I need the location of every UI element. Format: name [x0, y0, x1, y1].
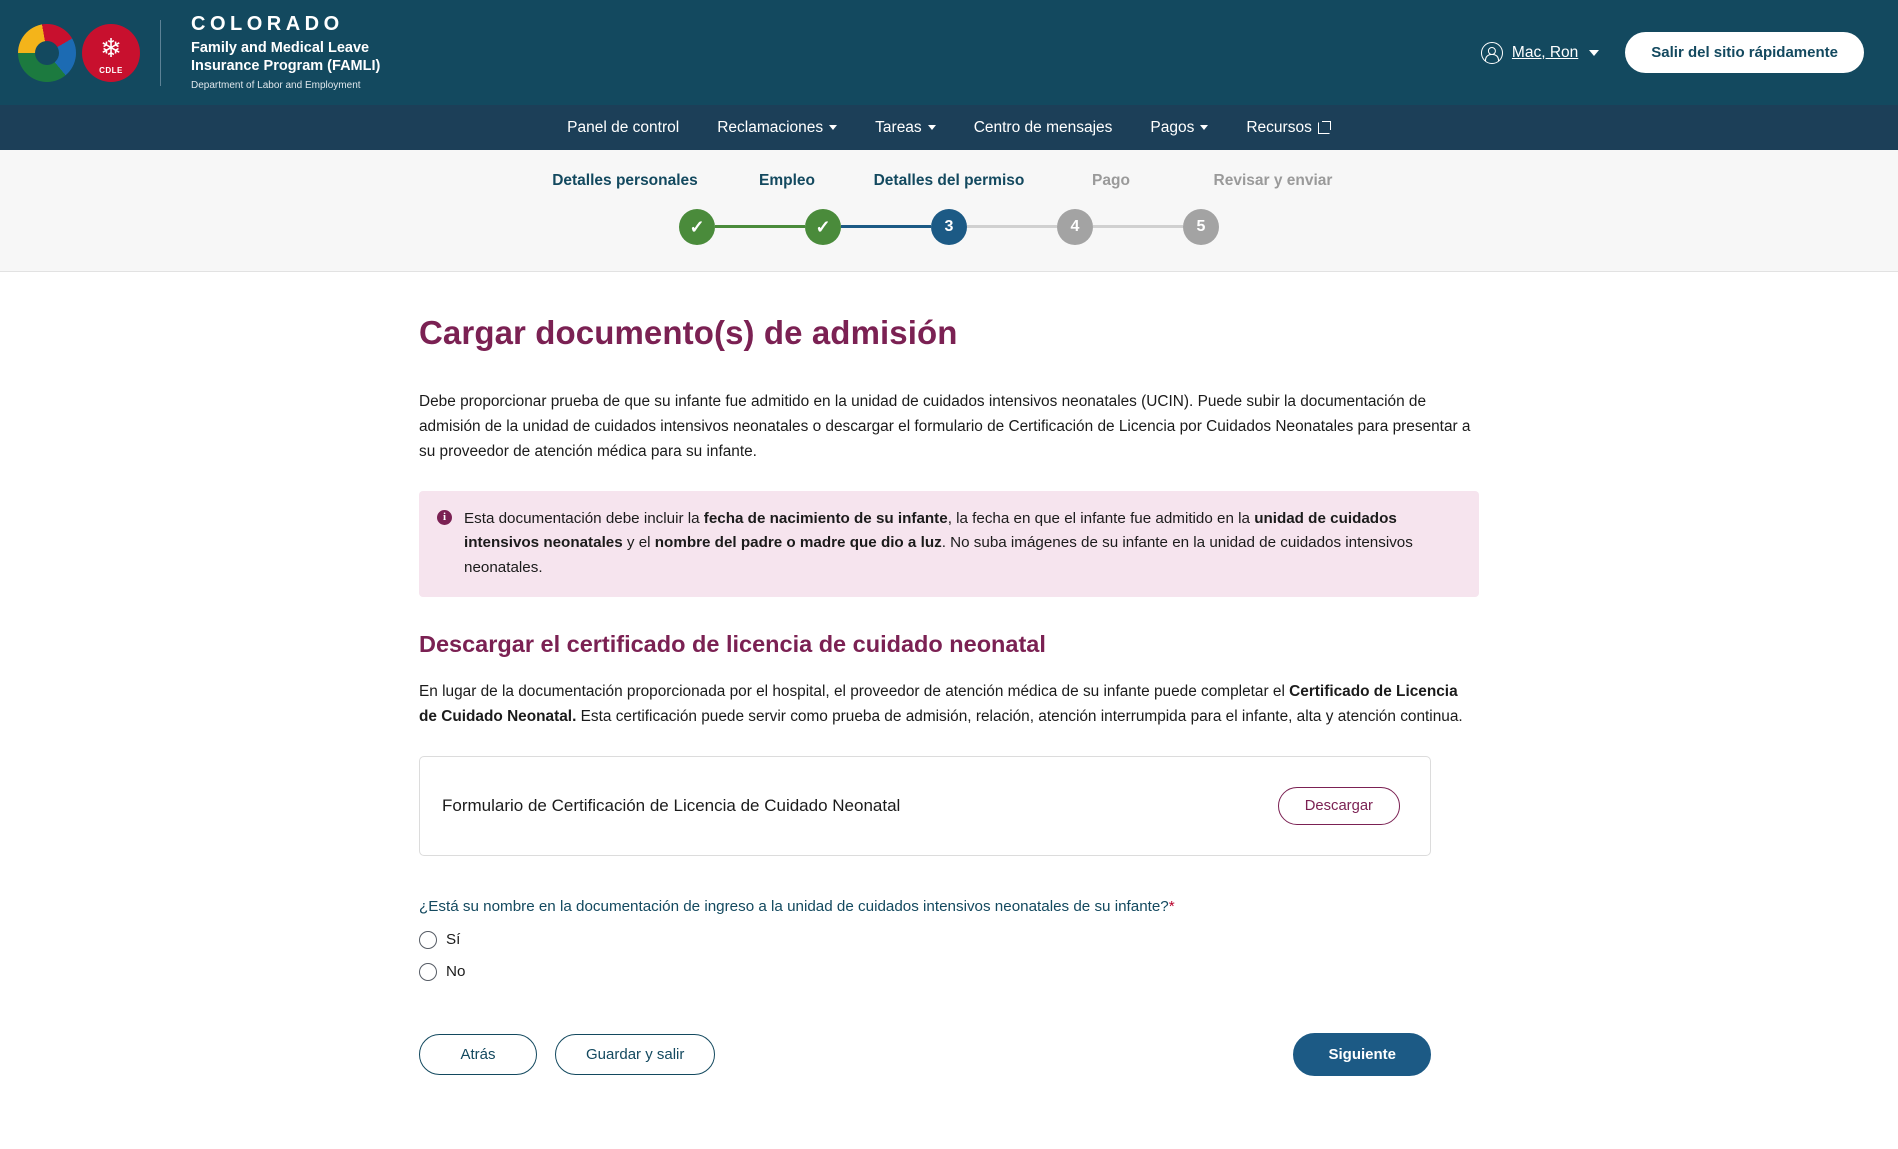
section-text-2: Esta certificación puede servir como prueba de admisión, relación, atención interrumpida para el infante, alta y atención continua. [576, 707, 1463, 725]
nav-item-tareas[interactable] [873, 115, 938, 141]
colorado-logo-icon [18, 24, 76, 82]
step-node-3[interactable] [931, 209, 967, 245]
alert-text [464, 507, 1459, 581]
progress-stepper [0, 150, 1898, 272]
next-button[interactable]: Siguiente [1293, 1033, 1431, 1076]
step-node-1[interactable] [679, 209, 715, 245]
section-text-1: En lugar de la documentación proporcionada por el hospital, el proveedor de atención médica de su infante puede completar el [419, 682, 1290, 700]
radio-button-no[interactable] [419, 963, 437, 981]
logo-program-line-2: Insurance Program (FAMLI) [191, 58, 381, 75]
chevron-down-icon [928, 125, 936, 130]
step-circle-3 [931, 209, 967, 245]
stepper-spacer-right [1219, 225, 1354, 228]
required-marker: * [1168, 897, 1175, 915]
nav-item-panel-de-control[interactable] [565, 115, 681, 141]
step-marker-4: 4 [1070, 217, 1080, 235]
stepper-segment-2-3 [841, 225, 931, 228]
stepper-labels [544, 172, 1354, 191]
chevron-down-icon [1200, 125, 1208, 130]
logo-state-name: COLORADO [191, 13, 344, 36]
stepper-segment-4-5 [1093, 225, 1183, 228]
radio-option-yes[interactable] [419, 931, 1479, 949]
logo-department: Department of Labor and Employment [191, 80, 361, 92]
radio-label-no[interactable]: No [446, 963, 466, 981]
step-marker-1: ✓ [689, 216, 705, 237]
chevron-down-icon [1589, 50, 1599, 56]
logo-text [191, 12, 380, 93]
step-node-4[interactable] [1057, 209, 1093, 245]
step-circle-5 [1183, 209, 1219, 245]
step-node-5[interactable] [1183, 209, 1219, 245]
snowflake-icon: ❄ [100, 32, 122, 63]
nav-label-pagos: Pagos [1150, 118, 1195, 136]
step-label-2: Empleo [759, 172, 815, 189]
nav-label-tareas: Tareas [875, 118, 922, 136]
download-button[interactable]: Descargar [1278, 787, 1400, 825]
header-right [1481, 32, 1864, 73]
alert-segment-4: . No suba imágenes de su infante en la unidad de cuidados intensivos neonatales. [464, 534, 1413, 577]
stepper-segment-1-2 [715, 225, 805, 228]
info-icon: i [437, 510, 452, 525]
step-label-4: Pago [1092, 172, 1130, 189]
nav-item-pagos[interactable] [1148, 115, 1210, 141]
step-marker-5: 5 [1196, 217, 1206, 235]
step-label-3: Detalles del permiso [873, 172, 1025, 189]
section-text-bold: Certificado de Licencia de Cuidado Neonatal. [419, 682, 1458, 725]
cdle-logo-label: CDLE [99, 65, 123, 75]
step-node-2[interactable] [805, 209, 841, 245]
download-document-name: Formulario de Certificación de Licencia de Cuidado Neonatal [442, 795, 901, 815]
logo-divider [160, 20, 161, 86]
alert-segment-1: Esta documentación debe incluir la [464, 509, 704, 527]
step-label-5: Revisar y enviar [1213, 172, 1333, 189]
alert-bold-1: fecha de nacimiento de su infante [703, 509, 948, 527]
nav-item-centro-de-mensajes[interactable] [972, 115, 1115, 141]
alert-bold-2: unidad de cuidados intensivos neonatales [464, 509, 1397, 552]
nav-label-centro-de-mensajes: Centro de mensajes [973, 118, 1113, 136]
back-button[interactable]: Atrás [419, 1034, 537, 1075]
radio-label-yes[interactable]: Sí [446, 931, 461, 949]
quick-exit-button[interactable]: Salir del sitio rápidamente [1625, 32, 1864, 73]
info-alert [419, 491, 1479, 597]
nav-item-recursos[interactable] [1244, 115, 1332, 141]
section-paragraph [419, 680, 1479, 730]
stepper-segment-3-4 [967, 225, 1057, 228]
page-title: Cargar documento(s) de admisión [419, 313, 958, 351]
radio-button-yes[interactable] [419, 931, 437, 949]
nav-label-reclamaciones: Reclamaciones [717, 118, 824, 136]
nav-label-recursos: Recursos [1246, 118, 1312, 136]
main-navigation [0, 105, 1898, 150]
question-text: ¿Está su nombre en la documentación de ingreso a la unidad de cuidados intensivos neonatales de su infante? [419, 897, 1169, 915]
site-logo[interactable] [18, 12, 380, 93]
logo-program-line-1: Family and Medical Leave [191, 40, 370, 57]
logo-marks [18, 24, 140, 82]
step-marker-3: 3 [944, 217, 954, 235]
alert-segment-2: , la fecha en que el infante fue admitido en la [947, 509, 1255, 527]
site-header [0, 0, 1898, 105]
step-label-1: Detalles personales [552, 172, 698, 189]
alert-bold-3: nombre del padre o madre que dio a luz [654, 534, 942, 552]
alert-segment-3: y el [622, 534, 655, 552]
stepper-spacer-left [544, 225, 679, 228]
step-circle-2 [805, 209, 841, 245]
cdle-logo-icon [82, 24, 140, 82]
main-content [419, 272, 1479, 1116]
form-action-buttons [419, 1033, 1431, 1076]
nav-label-panel-de-control: Panel de control [567, 118, 680, 136]
question-label [419, 898, 1479, 915]
user-menu[interactable] [1481, 42, 1599, 64]
chevron-down-icon [829, 125, 837, 130]
stepper-track [544, 209, 1354, 245]
intro-paragraph: Debe proporcionar prueba de que su infante fue admitido en la unidad de cuidados intensivos neonatales (UCIN). Puede subir la documentación de admisión de la unidad de cuidados intensivos neonatales o descargar el formulario de Certificación de Licencia por Cuidados Neonatales para presentar a su proveedor de atención médica para su infante. [419, 392, 1471, 460]
step-marker-2: ✓ [815, 216, 831, 237]
step-circle-4 [1057, 209, 1093, 245]
radio-option-no[interactable] [419, 963, 1479, 981]
download-card [419, 756, 1431, 856]
section-title-download: Descargar el certificado de licencia de cuidado neonatal [419, 630, 1046, 657]
external-link-icon [1318, 121, 1331, 134]
nav-item-reclamaciones[interactable] [715, 115, 839, 141]
save-and-exit-button[interactable]: Guardar y salir [555, 1034, 715, 1075]
step-circle-1 [679, 209, 715, 245]
user-avatar-icon [1481, 42, 1503, 64]
user-menu-label: Mac, Ron [1511, 43, 1579, 61]
